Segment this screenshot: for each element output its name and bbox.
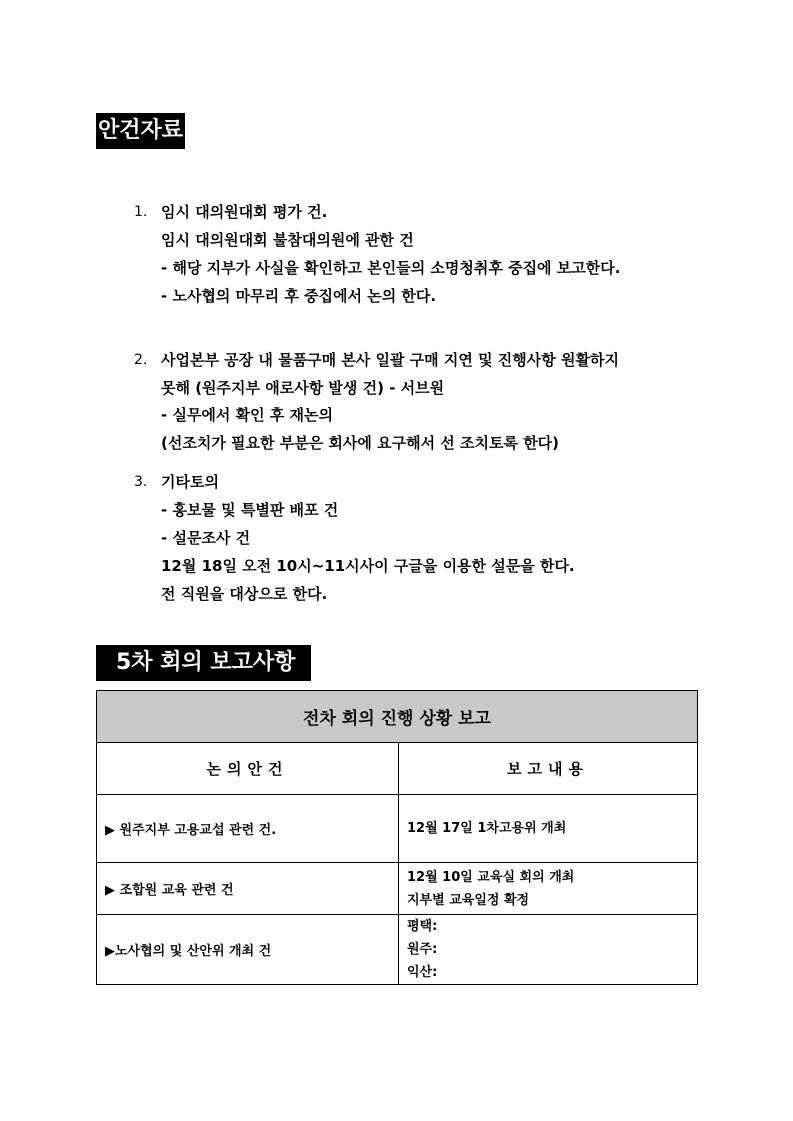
agenda-line: 전 직원을 대상으로 한다. bbox=[161, 585, 328, 603]
column-header-content: 보고내용 bbox=[399, 743, 698, 795]
agenda-line: 못해 (원주지부 애로사항 발생 건) - 서브원 bbox=[161, 379, 445, 397]
content-cell bbox=[399, 915, 698, 985]
item-number: 1. bbox=[134, 204, 148, 220]
content-line: 익산: bbox=[407, 965, 438, 980]
topic-cell: ▶노사협의 및 산안위 개최 건 bbox=[97, 915, 399, 985]
item-number: 2. bbox=[134, 352, 148, 368]
agenda-line: - 해당 지부가 사실을 확인하고 본인들의 소명청취후 중집에 보고한다. bbox=[161, 259, 621, 277]
table-header-row bbox=[97, 743, 698, 795]
agenda-line: 12월 18일 오전 10시~11시사이 구글을 이용한 설문을 한다. bbox=[161, 557, 575, 575]
section-title-agenda: 안건자료 bbox=[96, 113, 185, 149]
topic-cell: ▶ 조합원 교육 관련 건 bbox=[97, 863, 399, 915]
agenda-line: 사업본부 공장 내 물품구매 본사 일괄 구매 지연 및 진행사항 원활하지 bbox=[161, 351, 619, 369]
agenda-line: (선조치가 필요한 부분은 회사에 요구해서 선 조치토록 한다) bbox=[161, 434, 560, 452]
content-cell bbox=[399, 795, 698, 863]
section-title-report: 5차 회의 보고사항 bbox=[96, 645, 311, 681]
agenda-line: - 홍보물 및 특별판 배포 건 bbox=[161, 501, 339, 519]
content-line: 12월 17일 1차고용위 개최 bbox=[407, 821, 567, 836]
agenda-line: - 노사협의 마무리 후 중집에서 논의 한다. bbox=[161, 287, 437, 305]
agenda-line: 기타토의 bbox=[161, 473, 219, 491]
content-line: 원주: bbox=[407, 942, 438, 957]
topic-cell: ▶ 원주지부 고용교섭 관련 건. bbox=[97, 795, 399, 863]
content-line: 지부별 교육일정 확정 bbox=[407, 892, 530, 908]
agenda-line: - 설문조사 건 bbox=[161, 529, 251, 547]
content-cell bbox=[399, 863, 698, 915]
table-title: 전차 회의 진행 상황 보고 bbox=[97, 691, 698, 743]
column-header-topic: 논의안건 bbox=[97, 743, 399, 795]
agenda-line: 임시 대의원대회 불참대의원에 관한 건 bbox=[161, 231, 414, 249]
table-row bbox=[97, 863, 698, 915]
agenda-line: - 실무에서 확인 후 재논의 bbox=[161, 406, 334, 424]
report-table bbox=[96, 690, 698, 985]
item-number: 3. bbox=[134, 474, 148, 490]
agenda-line: 임시 대의원대회 평가 건. bbox=[161, 203, 328, 221]
table-row bbox=[97, 915, 698, 985]
table-title-row bbox=[97, 691, 698, 743]
table-row bbox=[97, 795, 698, 863]
content-line: 평택: bbox=[407, 919, 438, 934]
content-line: 12월 10일 교육실 회의 개최 bbox=[407, 869, 575, 885]
